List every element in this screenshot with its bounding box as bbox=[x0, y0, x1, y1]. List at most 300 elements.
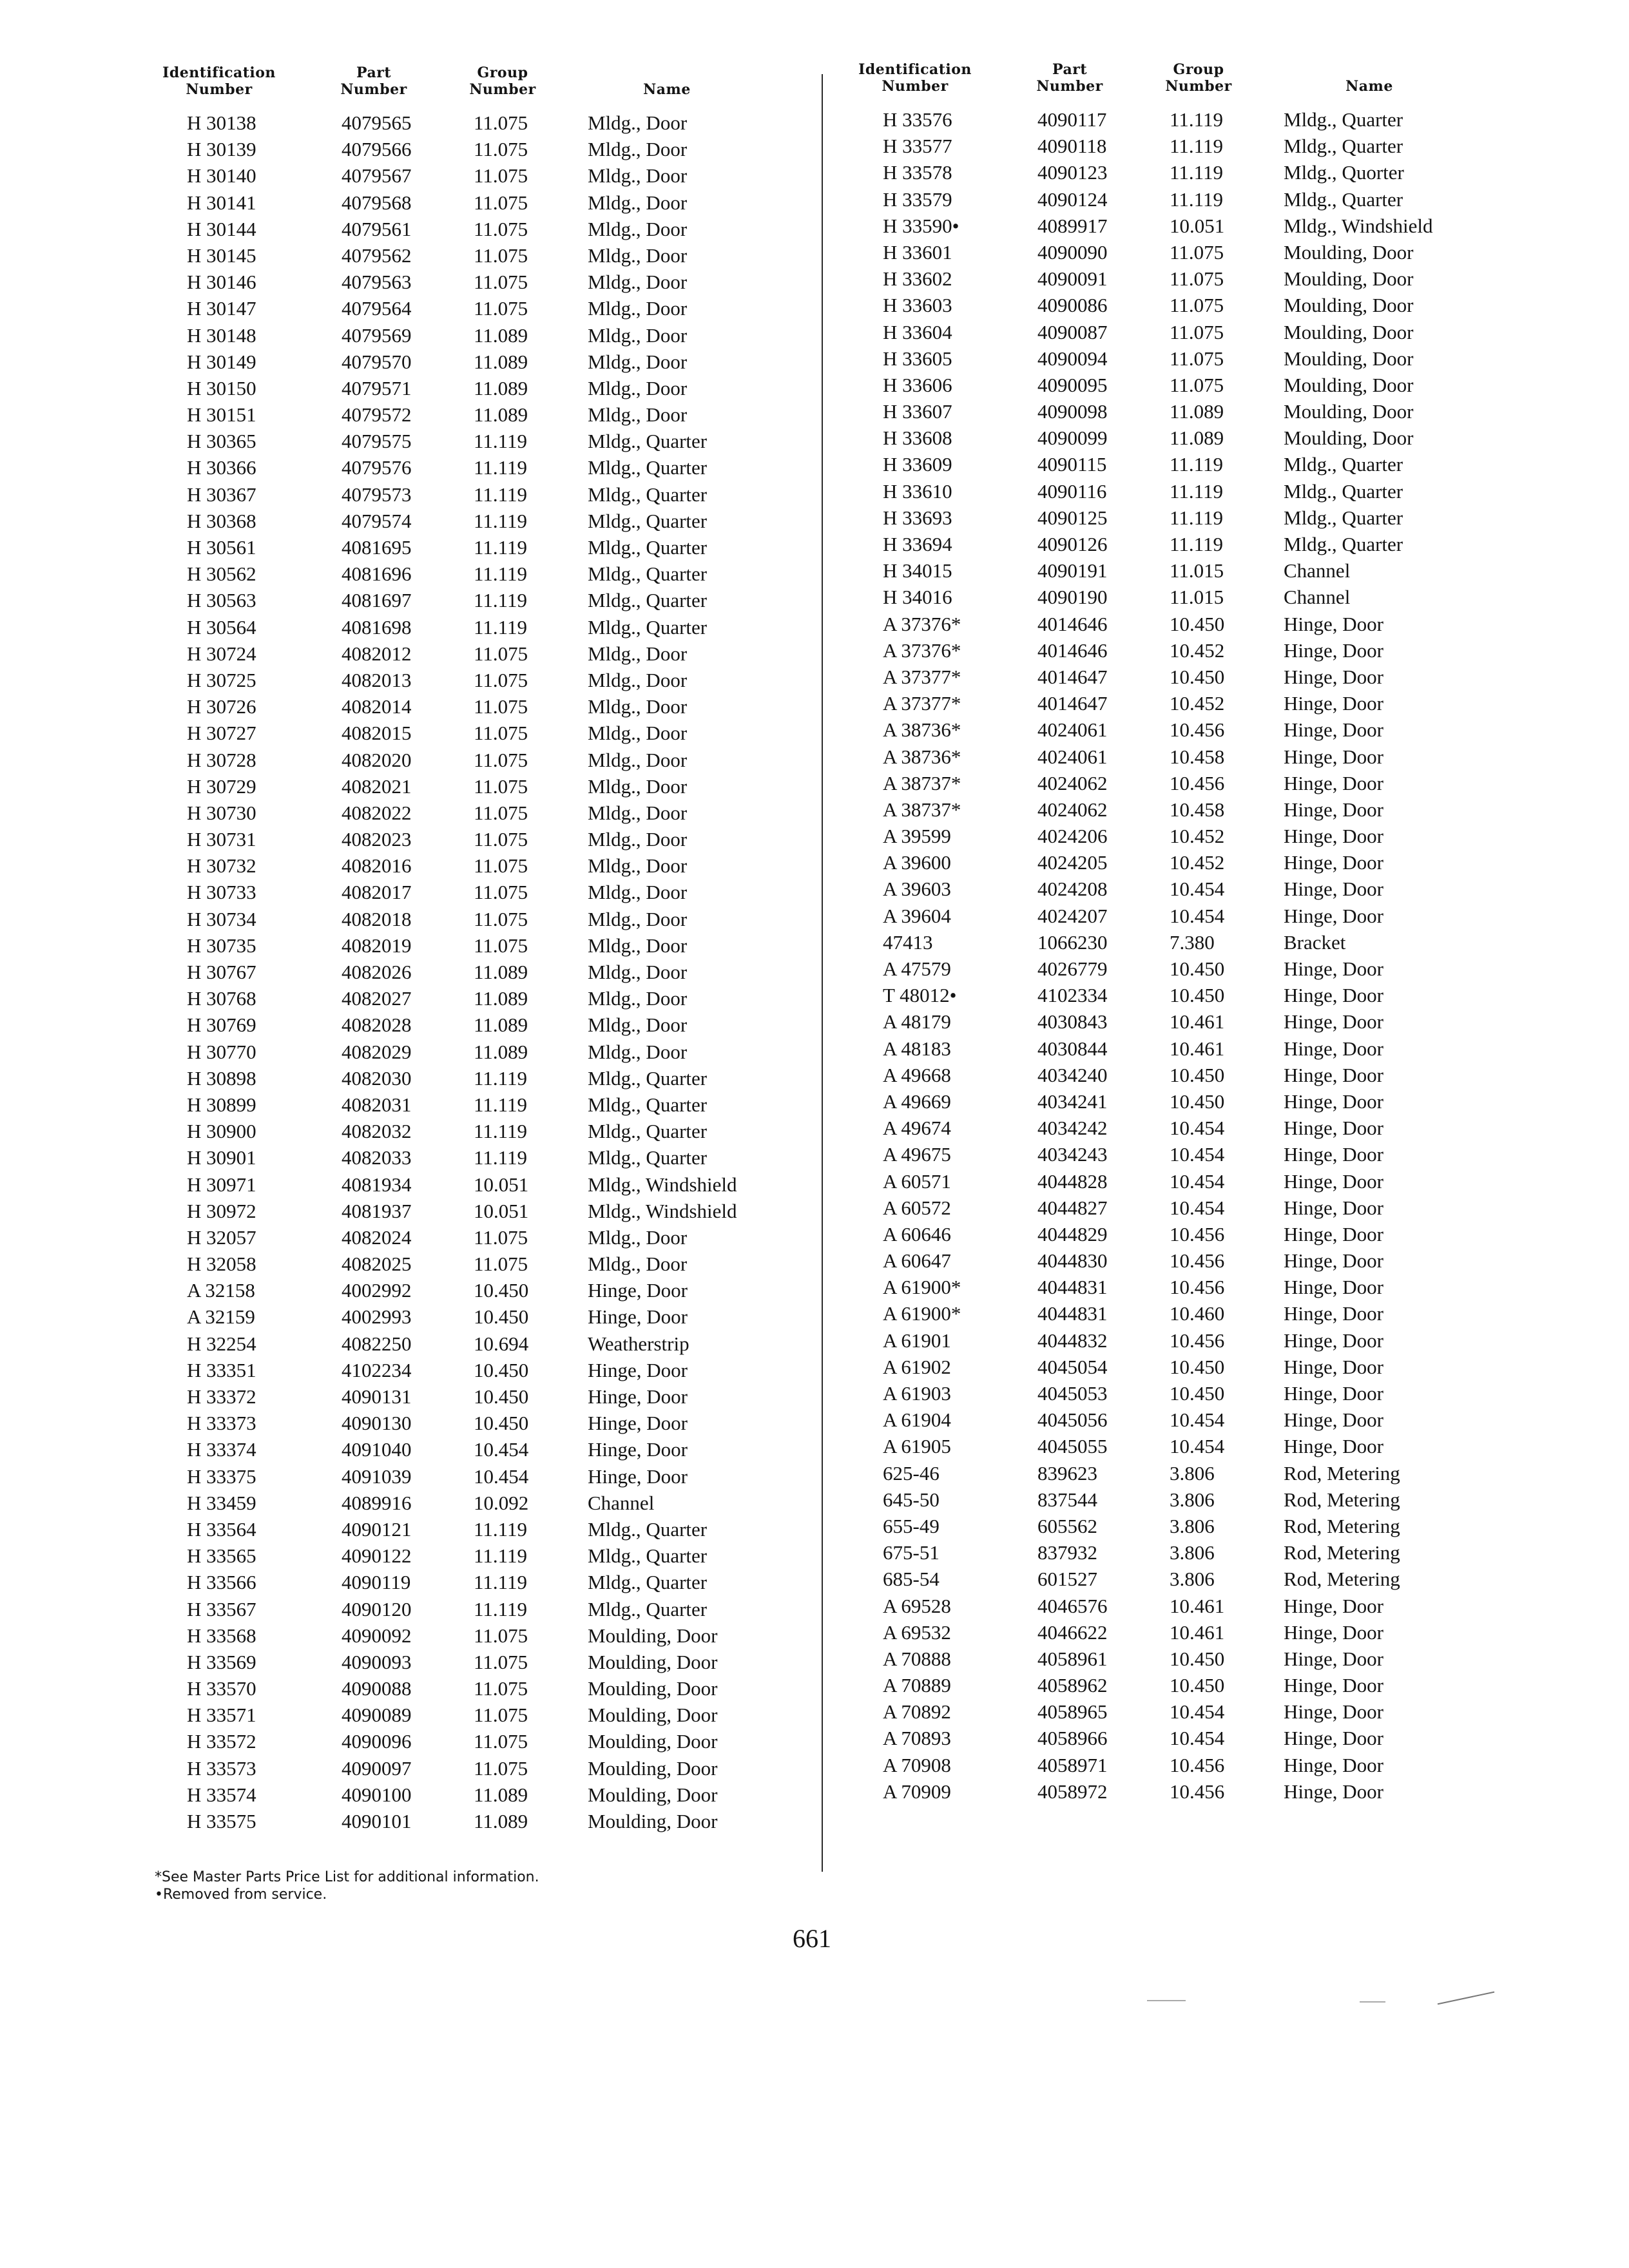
group-number: 11.119 bbox=[474, 1517, 527, 1541]
part-name: Moulding, Door bbox=[1284, 427, 1414, 450]
header-part-number: Part Number bbox=[340, 64, 407, 98]
part-name: Mldg., Door bbox=[588, 934, 688, 957]
part-name: Hinge, Door bbox=[1284, 1355, 1383, 1378]
group-number: 10.092 bbox=[474, 1491, 529, 1514]
part-number: 4090125 bbox=[1037, 506, 1108, 529]
identification-number: A 61905 bbox=[883, 1435, 951, 1458]
part-name: Rod, Metering bbox=[1284, 1541, 1400, 1564]
part-name: Mldg., Quarter bbox=[1284, 187, 1403, 211]
identification-number: A 47579 bbox=[883, 957, 951, 980]
part-number: 4058972 bbox=[1037, 1780, 1108, 1803]
group-number: 11.089 bbox=[474, 1783, 528, 1806]
part-number: 4079564 bbox=[342, 297, 412, 320]
group-number: 11.119 bbox=[474, 589, 527, 612]
part-number: 4082030 bbox=[342, 1066, 412, 1090]
part-number: 4079569 bbox=[342, 323, 412, 347]
identification-number: H 30899 bbox=[187, 1093, 256, 1116]
identification-number: A 70892 bbox=[883, 1700, 951, 1724]
part-name: Mldg., Door bbox=[588, 961, 688, 983]
group-number: 10.450 bbox=[1170, 984, 1225, 1007]
part-name: Mldg., Quarter bbox=[588, 1146, 708, 1169]
identification-number: H 30151 bbox=[187, 403, 256, 427]
identification-number: H 30139 bbox=[187, 138, 256, 161]
identification-number: H 33602 bbox=[883, 267, 952, 291]
identification-number: 655-49 bbox=[883, 1514, 940, 1537]
header-group-number: Group Number bbox=[469, 64, 536, 98]
part-name: Moulding, Door bbox=[1284, 320, 1414, 343]
part-number: 4045056 bbox=[1037, 1408, 1108, 1432]
group-number: 11.119 bbox=[1170, 187, 1223, 211]
part-name: Mldg., Quarter bbox=[588, 1544, 708, 1568]
identification-number: T 48012• bbox=[883, 984, 957, 1007]
identification-number: 645-50 bbox=[883, 1488, 940, 1511]
part-number: 4090115 bbox=[1037, 453, 1107, 476]
group-number: 10.450 bbox=[1170, 1063, 1225, 1086]
part-name: Mldg., Quarter bbox=[588, 562, 708, 586]
part-number: 4081934 bbox=[342, 1173, 412, 1196]
group-number: 11.089 bbox=[474, 961, 528, 983]
group-number: 10.454 bbox=[1170, 1196, 1225, 1219]
group-number: 11.119 bbox=[474, 562, 527, 586]
part-name: Mldg., Quarter bbox=[588, 1517, 708, 1541]
group-number: 10.454 bbox=[1170, 1408, 1225, 1432]
group-number: 10.461 bbox=[1170, 1010, 1225, 1033]
group-number: 11.075 bbox=[474, 191, 528, 214]
identification-number: H 33565 bbox=[187, 1544, 256, 1568]
part-name: Mldg., Door bbox=[588, 828, 688, 851]
part-number: 4090097 bbox=[342, 1756, 412, 1780]
part-name: Hinge, Door bbox=[1284, 798, 1383, 821]
part-name: Mldg., Door bbox=[588, 350, 688, 373]
part-number: 4082016 bbox=[342, 854, 412, 878]
identification-number: H 30898 bbox=[187, 1066, 256, 1090]
part-number: 4082029 bbox=[342, 1040, 412, 1063]
group-number: 10.452 bbox=[1170, 692, 1225, 715]
identification-number: A 61904 bbox=[883, 1408, 951, 1432]
group-number: 10.452 bbox=[1170, 825, 1225, 848]
part-number: 4024205 bbox=[1037, 851, 1108, 874]
identification-number: A 48183 bbox=[883, 1037, 951, 1060]
scan-mark bbox=[1360, 2001, 1385, 2003]
identification-number: H 30147 bbox=[187, 297, 256, 320]
identification-number: A 37377* bbox=[883, 665, 961, 688]
part-name: Mldg., Door bbox=[588, 642, 688, 665]
part-number: 601527 bbox=[1037, 1568, 1097, 1591]
group-number: 10.450 bbox=[1170, 1090, 1225, 1113]
part-number: 837932 bbox=[1037, 1541, 1097, 1564]
group-number: 11.119 bbox=[474, 483, 527, 506]
part-name: Mldg., Door bbox=[588, 987, 688, 1010]
identification-number: A 38736* bbox=[883, 745, 961, 768]
identification-number: A 38737* bbox=[883, 798, 961, 821]
group-number: 11.075 bbox=[474, 1225, 528, 1249]
part-name: Rod, Metering bbox=[1284, 1488, 1400, 1511]
part-name: Rod, Metering bbox=[1284, 1568, 1400, 1591]
part-name: Moulding, Door bbox=[1284, 400, 1414, 423]
part-name: Moulding, Door bbox=[588, 1756, 718, 1780]
group-number: 10.450 bbox=[474, 1358, 529, 1381]
identification-number: A 49668 bbox=[883, 1063, 951, 1086]
identification-number: A 61901 bbox=[883, 1329, 951, 1352]
group-number: 3.806 bbox=[1170, 1461, 1215, 1485]
group-number: 10.450 bbox=[474, 1385, 529, 1408]
part-number: 4024062 bbox=[1037, 798, 1108, 821]
part-number: 4002992 bbox=[342, 1279, 412, 1302]
group-number: 10.450 bbox=[474, 1279, 529, 1302]
part-name: Hinge, Door bbox=[1284, 718, 1383, 742]
group-number: 10.456 bbox=[1170, 1222, 1225, 1245]
part-name: Hinge, Door bbox=[1284, 1382, 1383, 1405]
part-name: Mldg., Quarter bbox=[1284, 533, 1403, 555]
part-name: Mldg., Quorter bbox=[1284, 161, 1404, 184]
group-number: 10.461 bbox=[1170, 1620, 1225, 1644]
part-name: Moulding, Door bbox=[1284, 347, 1414, 370]
footnote-removed-from-service: •Removed from service. bbox=[155, 1887, 327, 1903]
part-number: 4082027 bbox=[342, 987, 412, 1010]
part-name: Mldg., Quarter bbox=[588, 1093, 708, 1116]
group-number: 11.075 bbox=[474, 1650, 528, 1673]
part-name: Mldg., Quarter bbox=[588, 509, 708, 532]
identification-number: H 30145 bbox=[187, 244, 256, 267]
part-name: Mldg., Door bbox=[588, 668, 688, 691]
part-number: 4102334 bbox=[1037, 984, 1108, 1007]
group-number: 3.806 bbox=[1170, 1541, 1215, 1564]
part-name: Mldg., Door bbox=[588, 138, 688, 161]
group-number: 11.075 bbox=[474, 271, 528, 294]
part-number: 4024206 bbox=[1037, 825, 1108, 848]
part-number: 4079574 bbox=[342, 509, 412, 532]
identification-number: H 30732 bbox=[187, 854, 256, 878]
group-number: 10.454 bbox=[1170, 1143, 1225, 1166]
part-name: Mldg., Door bbox=[588, 1225, 688, 1249]
identification-number: A 60572 bbox=[883, 1196, 951, 1219]
part-number: 4079562 bbox=[342, 244, 412, 267]
identification-number: H 30972 bbox=[187, 1199, 256, 1222]
group-number: 11.075 bbox=[1170, 240, 1224, 264]
identification-number: A 69532 bbox=[883, 1620, 951, 1644]
group-number: 10.694 bbox=[474, 1332, 529, 1355]
identification-number: H 33610 bbox=[883, 479, 952, 503]
part-name: Hinge, Door bbox=[1284, 1222, 1383, 1245]
group-number: 11.015 bbox=[1170, 559, 1224, 582]
part-name: Weatherstrip bbox=[588, 1332, 689, 1355]
group-number: 11.075 bbox=[474, 722, 528, 745]
group-number: 11.119 bbox=[474, 1544, 527, 1568]
identification-number: H 30368 bbox=[187, 509, 256, 532]
part-name: Mldg., Door bbox=[588, 1040, 688, 1063]
group-number: 11.089 bbox=[474, 1810, 528, 1832]
part-name: Hinge, Door bbox=[1284, 771, 1383, 794]
identification-number: H 30900 bbox=[187, 1120, 256, 1143]
group-number: 10.450 bbox=[474, 1412, 529, 1435]
part-number: 4082012 bbox=[342, 642, 412, 665]
group-number: 10.454 bbox=[1170, 1435, 1225, 1458]
group-number: 11.075 bbox=[474, 1730, 528, 1753]
identification-number: H 30730 bbox=[187, 801, 256, 824]
part-number: 4034241 bbox=[1037, 1090, 1108, 1113]
column-divider bbox=[822, 74, 823, 1872]
identification-number: 675-51 bbox=[883, 1541, 940, 1564]
part-number: 4079561 bbox=[342, 217, 412, 240]
part-number: 4090092 bbox=[342, 1624, 412, 1647]
group-number: 10.456 bbox=[1170, 1753, 1225, 1776]
group-number: 10.460 bbox=[1170, 1302, 1225, 1325]
part-name: Moulding, Door bbox=[588, 1677, 718, 1700]
part-number: 4082023 bbox=[342, 828, 412, 851]
identification-number: A 49669 bbox=[883, 1090, 951, 1113]
part-number: 4090095 bbox=[1037, 373, 1108, 396]
group-number: 11.075 bbox=[474, 1756, 528, 1780]
group-number: 11.119 bbox=[474, 456, 527, 479]
group-number: 11.089 bbox=[474, 987, 528, 1010]
part-name: Hinge, Door bbox=[1284, 1302, 1383, 1325]
part-number: 4090123 bbox=[1037, 161, 1108, 184]
identification-number: A 49674 bbox=[883, 1117, 951, 1140]
identification-number: H 30138 bbox=[187, 111, 256, 134]
group-number: 11.119 bbox=[1170, 453, 1223, 476]
group-number: 10.454 bbox=[474, 1465, 529, 1488]
part-number: 4030844 bbox=[1037, 1037, 1108, 1060]
identification-number: H 33604 bbox=[883, 320, 952, 343]
part-name: Moulding, Door bbox=[588, 1810, 718, 1832]
part-number: 839623 bbox=[1037, 1461, 1097, 1485]
group-number: 10.450 bbox=[1170, 1674, 1225, 1697]
part-name: Moulding, Door bbox=[1284, 267, 1414, 291]
scan-mark bbox=[1147, 2000, 1186, 2001]
group-number: 10.454 bbox=[1170, 1727, 1225, 1750]
identification-number: H 30149 bbox=[187, 350, 256, 373]
part-number: 4079576 bbox=[342, 456, 412, 479]
part-name: Hinge, Door bbox=[1284, 1408, 1383, 1432]
part-number: 4090087 bbox=[1037, 320, 1108, 343]
part-number: 4082031 bbox=[342, 1093, 412, 1116]
part-number: 4079575 bbox=[342, 430, 412, 453]
identification-number: H 33459 bbox=[187, 1491, 256, 1514]
part-name: Hinge, Door bbox=[1284, 1594, 1383, 1617]
header-name: Name bbox=[643, 81, 691, 98]
part-name: Mldg., Door bbox=[588, 695, 688, 718]
identification-number: H 33575 bbox=[187, 1810, 256, 1832]
group-number: 10.450 bbox=[1170, 665, 1225, 688]
part-name: Moulding, Door bbox=[588, 1730, 718, 1753]
part-name: Hinge, Door bbox=[1284, 1063, 1383, 1086]
group-number: 10.461 bbox=[1170, 1594, 1225, 1617]
identification-number: H 30564 bbox=[187, 615, 256, 639]
group-number: 11.075 bbox=[474, 1704, 528, 1727]
group-number: 11.075 bbox=[474, 668, 528, 691]
footnote-see-master-list: *See Master Parts Price List for additional information. bbox=[155, 1869, 539, 1885]
part-name: Bracket bbox=[1284, 930, 1346, 954]
part-number: 4058966 bbox=[1037, 1727, 1108, 1750]
part-name: Mldg., Door bbox=[588, 297, 688, 320]
identification-number: A 60646 bbox=[883, 1222, 951, 1245]
part-number: 4090122 bbox=[342, 1544, 412, 1568]
page-number: 661 bbox=[793, 1924, 831, 1953]
group-number: 11.075 bbox=[474, 138, 528, 161]
part-number: 4034242 bbox=[1037, 1117, 1108, 1140]
identification-number: H 30366 bbox=[187, 456, 256, 479]
identification-number: A 70908 bbox=[883, 1753, 951, 1776]
part-name: Hinge, Door bbox=[1284, 957, 1383, 980]
part-name: Mldg., Quarter bbox=[588, 1597, 708, 1620]
part-name: Hinge, Door bbox=[588, 1438, 688, 1461]
identification-number: A 37376* bbox=[883, 639, 961, 662]
group-number: 11.089 bbox=[474, 1014, 528, 1037]
identification-number: H 30727 bbox=[187, 722, 256, 745]
part-name: Mldg., Door bbox=[588, 217, 688, 240]
group-number: 11.075 bbox=[474, 774, 528, 798]
identification-number: H 33573 bbox=[187, 1756, 256, 1780]
part-number: 4090100 bbox=[342, 1783, 412, 1806]
part-name: Mldg., Door bbox=[588, 244, 688, 267]
part-number: 4024207 bbox=[1037, 904, 1108, 927]
part-number: 605562 bbox=[1037, 1514, 1097, 1537]
group-number: 10.456 bbox=[1170, 1276, 1225, 1299]
part-number: 4082022 bbox=[342, 801, 412, 824]
group-number: 11.075 bbox=[1170, 373, 1224, 396]
part-number: 4014646 bbox=[1037, 639, 1108, 662]
group-number: 11.075 bbox=[474, 828, 528, 851]
identification-number: H 33375 bbox=[187, 1465, 256, 1488]
identification-number: H 33569 bbox=[187, 1650, 256, 1673]
identification-number: A 61902 bbox=[883, 1355, 951, 1378]
header-identification-number: Identification Number bbox=[162, 64, 276, 98]
part-name: Hinge, Door bbox=[1284, 1117, 1383, 1140]
identification-number: H 30561 bbox=[187, 536, 256, 559]
part-number: 4090120 bbox=[342, 1597, 412, 1620]
group-number: 10.450 bbox=[474, 1305, 529, 1329]
group-number: 11.075 bbox=[474, 1624, 528, 1647]
part-number: 4034243 bbox=[1037, 1143, 1108, 1166]
part-number: 4090086 bbox=[1037, 294, 1108, 317]
part-number: 4082026 bbox=[342, 961, 412, 983]
group-number: 10.450 bbox=[1170, 612, 1225, 635]
part-name: Hinge, Door bbox=[1284, 1037, 1383, 1060]
part-number: 4091040 bbox=[342, 1438, 412, 1461]
part-name: Hinge, Door bbox=[588, 1385, 688, 1408]
identification-number: A 60647 bbox=[883, 1249, 951, 1273]
part-name: Hinge, Door bbox=[1284, 1727, 1383, 1750]
group-number: 10.456 bbox=[1170, 771, 1225, 794]
identification-number: A 70909 bbox=[883, 1780, 951, 1803]
group-number: 10.456 bbox=[1170, 1329, 1225, 1352]
group-number: 11.075 bbox=[1170, 294, 1224, 317]
part-name: Moulding, Door bbox=[1284, 373, 1414, 396]
part-name: Moulding, Door bbox=[588, 1783, 718, 1806]
part-name: Hinge, Door bbox=[588, 1358, 688, 1381]
identification-number: H 33374 bbox=[187, 1438, 256, 1461]
identification-number: H 30729 bbox=[187, 774, 256, 798]
part-number: 4090190 bbox=[1037, 586, 1108, 609]
identification-number: H 33373 bbox=[187, 1412, 256, 1435]
part-name: Channel bbox=[1284, 586, 1351, 609]
part-number: 4082015 bbox=[342, 722, 412, 745]
identification-number: H 33693 bbox=[883, 506, 952, 529]
identification-number: 625-46 bbox=[883, 1461, 940, 1485]
group-number: 11.075 bbox=[474, 1253, 528, 1276]
part-name: Mldg., Quarter bbox=[588, 430, 708, 453]
group-number: 11.089 bbox=[1170, 400, 1224, 423]
identification-number: A 70893 bbox=[883, 1727, 951, 1750]
identification-number: H 30726 bbox=[187, 695, 256, 718]
identification-number: A 60571 bbox=[883, 1169, 951, 1193]
identification-number: A 61900* bbox=[883, 1302, 961, 1325]
identification-number: H 30971 bbox=[187, 1173, 256, 1196]
part-name: Mldg., Door bbox=[588, 881, 688, 904]
identification-number: H 33607 bbox=[883, 400, 952, 423]
part-name: Hinge, Door bbox=[1284, 878, 1383, 901]
part-name: Mldg., Door bbox=[588, 271, 688, 294]
group-number: 11.075 bbox=[474, 217, 528, 240]
group-number: 11.119 bbox=[474, 1066, 527, 1090]
group-number: 11.119 bbox=[474, 430, 527, 453]
part-name: Mldg., Door bbox=[588, 1253, 688, 1276]
part-name: Mldg., Door bbox=[588, 907, 688, 930]
identification-number: H 30770 bbox=[187, 1040, 256, 1063]
header-group-number: Group Number bbox=[1165, 61, 1232, 95]
part-name: Mldg., Door bbox=[588, 191, 688, 214]
identification-number: A 49675 bbox=[883, 1143, 951, 1166]
part-name: Hinge, Door bbox=[1284, 745, 1383, 768]
identification-number: A 70889 bbox=[883, 1674, 951, 1697]
part-name: Hinge, Door bbox=[1284, 1143, 1383, 1166]
group-number: 11.075 bbox=[474, 642, 528, 665]
group-number: 10.458 bbox=[1170, 745, 1225, 768]
part-number: 4082033 bbox=[342, 1146, 412, 1169]
part-name: Moulding, Door bbox=[1284, 240, 1414, 264]
identification-number: A 37377* bbox=[883, 692, 961, 715]
part-name: Mldg., Door bbox=[588, 722, 688, 745]
part-name: Hinge, Door bbox=[1284, 665, 1383, 688]
identification-number: H 30150 bbox=[187, 376, 256, 399]
group-number: 10.051 bbox=[1170, 214, 1225, 237]
identification-number: H 33590• bbox=[883, 214, 959, 237]
identification-number: H 33564 bbox=[187, 1517, 256, 1541]
part-number: 4081696 bbox=[342, 562, 412, 586]
part-name: Mldg., Windshield bbox=[588, 1173, 737, 1196]
part-number: 4090090 bbox=[1037, 240, 1108, 264]
part-number: 4090089 bbox=[342, 1704, 412, 1727]
identification-number: H 33579 bbox=[883, 187, 952, 211]
part-number: 4024208 bbox=[1037, 878, 1108, 901]
part-number: 4045054 bbox=[1037, 1355, 1108, 1378]
group-number: 11.089 bbox=[474, 350, 528, 373]
identification-number: H 30146 bbox=[187, 271, 256, 294]
part-name: Moulding, Door bbox=[588, 1650, 718, 1673]
part-number: 4044828 bbox=[1037, 1169, 1108, 1193]
group-number: 11.075 bbox=[474, 801, 528, 824]
identification-number: H 30734 bbox=[187, 907, 256, 930]
part-name: Mldg., Windshield bbox=[1284, 214, 1433, 237]
group-number: 11.119 bbox=[1170, 161, 1223, 184]
part-number: 4082013 bbox=[342, 668, 412, 691]
part-name: Mldg., Door bbox=[588, 376, 688, 399]
group-number: 11.075 bbox=[474, 111, 528, 134]
part-name: Hinge, Door bbox=[1284, 1435, 1383, 1458]
part-name: Mldg., Quarter bbox=[1284, 506, 1403, 529]
part-number: 4046622 bbox=[1037, 1620, 1108, 1644]
part-name: Hinge, Door bbox=[588, 1279, 688, 1302]
identification-number: A 37376* bbox=[883, 612, 961, 635]
part-number: 4090093 bbox=[342, 1650, 412, 1673]
identification-number: A 38737* bbox=[883, 771, 961, 794]
part-number: 4082021 bbox=[342, 774, 412, 798]
part-number: 4044832 bbox=[1037, 1329, 1108, 1352]
group-number: 11.075 bbox=[1170, 347, 1224, 370]
identification-number: H 30767 bbox=[187, 961, 256, 983]
group-number: 10.450 bbox=[1170, 957, 1225, 980]
identification-number: H 33570 bbox=[187, 1677, 256, 1700]
